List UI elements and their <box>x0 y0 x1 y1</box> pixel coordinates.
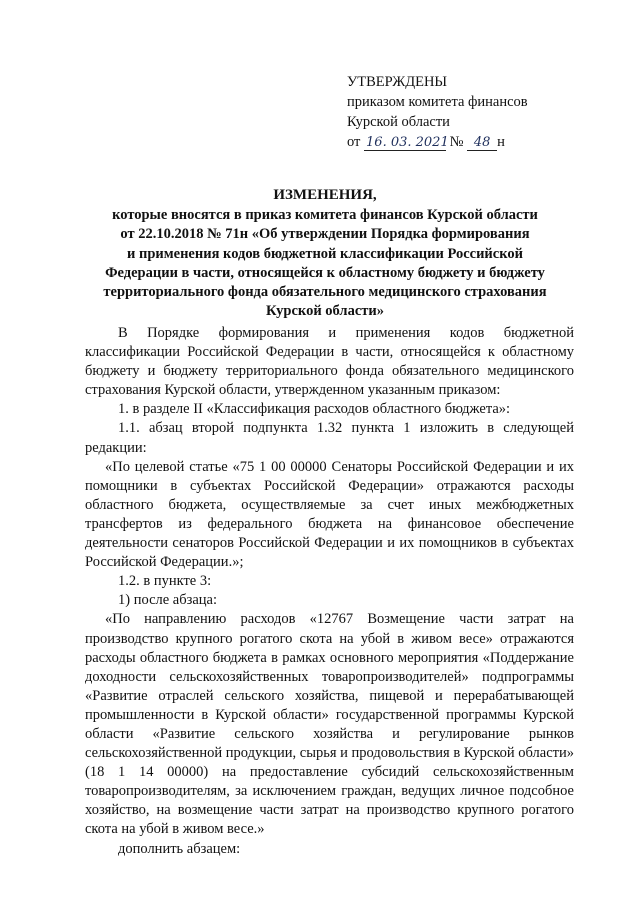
number-sign: № <box>449 134 464 150</box>
handwritten-date: 16. 03. 2021 <box>366 135 449 150</box>
title-line: Федерации в части, относящейся к областному бюджету и бюджету <box>105 264 545 281</box>
approval-order-line: приказом комитета финансов <box>347 94 528 110</box>
number-suffix: н <box>497 134 505 150</box>
paragraph-after-abzac: 1) после абзаца: <box>118 592 218 609</box>
approval-region-line: Курской области <box>347 114 450 130</box>
handwritten-number: 48 <box>467 136 497 151</box>
paragraph-1-1: 1.1. абзац второй подпункта 1.32 пункта 1 изложить в следующей редакции: <box>85 420 574 456</box>
document-body <box>85 324 574 859</box>
title-main: ИЗМЕНЕНИЯ, <box>273 187 377 203</box>
paragraph-intro: В Порядке формирования и применения кодов бюджетной классификации Российской Федерации в части, относящейся к областному бюджету и бюджету территориального фонда обязательного медицинского страхования Курской области, утвержденном указанным приказом: <box>85 325 574 399</box>
title-line: и применения кодов бюджетной классификации Российской <box>127 245 523 262</box>
approval-date-line <box>347 132 607 152</box>
title-line: Курской области» <box>266 303 384 320</box>
title-line: которые вносятся в приказ комитета финансов Курской области <box>112 207 538 224</box>
paragraph-add-abzac: дополнить абзацем: <box>118 840 241 857</box>
paragraph-section-ii: 1. в разделе II «Классификация расходов областного бюджета»: <box>118 401 511 418</box>
title-line: территориального фонда обязательного медицинского страхования <box>103 284 547 301</box>
date-prefix: от <box>347 134 361 150</box>
paragraph-quote-cattle: «По направлению расходов «12767 Возмещение части затрат на производство крупного рогатого скота на убой в живом весе» отражаются расходы областного бюджета в рамках основного мероприятия «Поддержание доходности сельскохозяйственных товаропроизводителей» подпрограммы «Развитие отраслей сельского хозяйства, пищевой и перерабатывающей промышленности в Курской области» государственной программы Курской области «Развитие сельского хозяйства и регулирование рынков сельскохозяйственной продукции, сырья и продовольствия в Курской области» (18 1 14 00000) на предоставление субсидий сельскохозяйственным товаропроизводителям, за исключением граждан, ведущих личное подсобное хозяйство, на возмещение части затрат на производство крупного рогатого скота на убой в живом весе.» <box>85 611 574 838</box>
approval-stamp <box>347 72 607 152</box>
document-title <box>70 186 580 321</box>
title-line: от 22.10.2018 № 71н «Об утверждении Порядка формирования <box>120 226 530 243</box>
paragraph-quote-senators: «По целевой статье «75 1 00 00000 Сенаторы Российской Федерации и их помощники в субъектах Российской Федерации» отражаются расходы областного бюджета, осуществляемые за счет иных межбюджетных трансфертов из федерального бюджета на финансовое обеспечение деятельности сенаторов Российской Федерации и их помощников в субъектах Российской Федерации.»; <box>85 458 574 571</box>
approval-heading: УТВЕРЖДЕНЫ <box>347 74 448 90</box>
paragraph-1-2: 1.2. в пункте 3: <box>118 573 212 590</box>
